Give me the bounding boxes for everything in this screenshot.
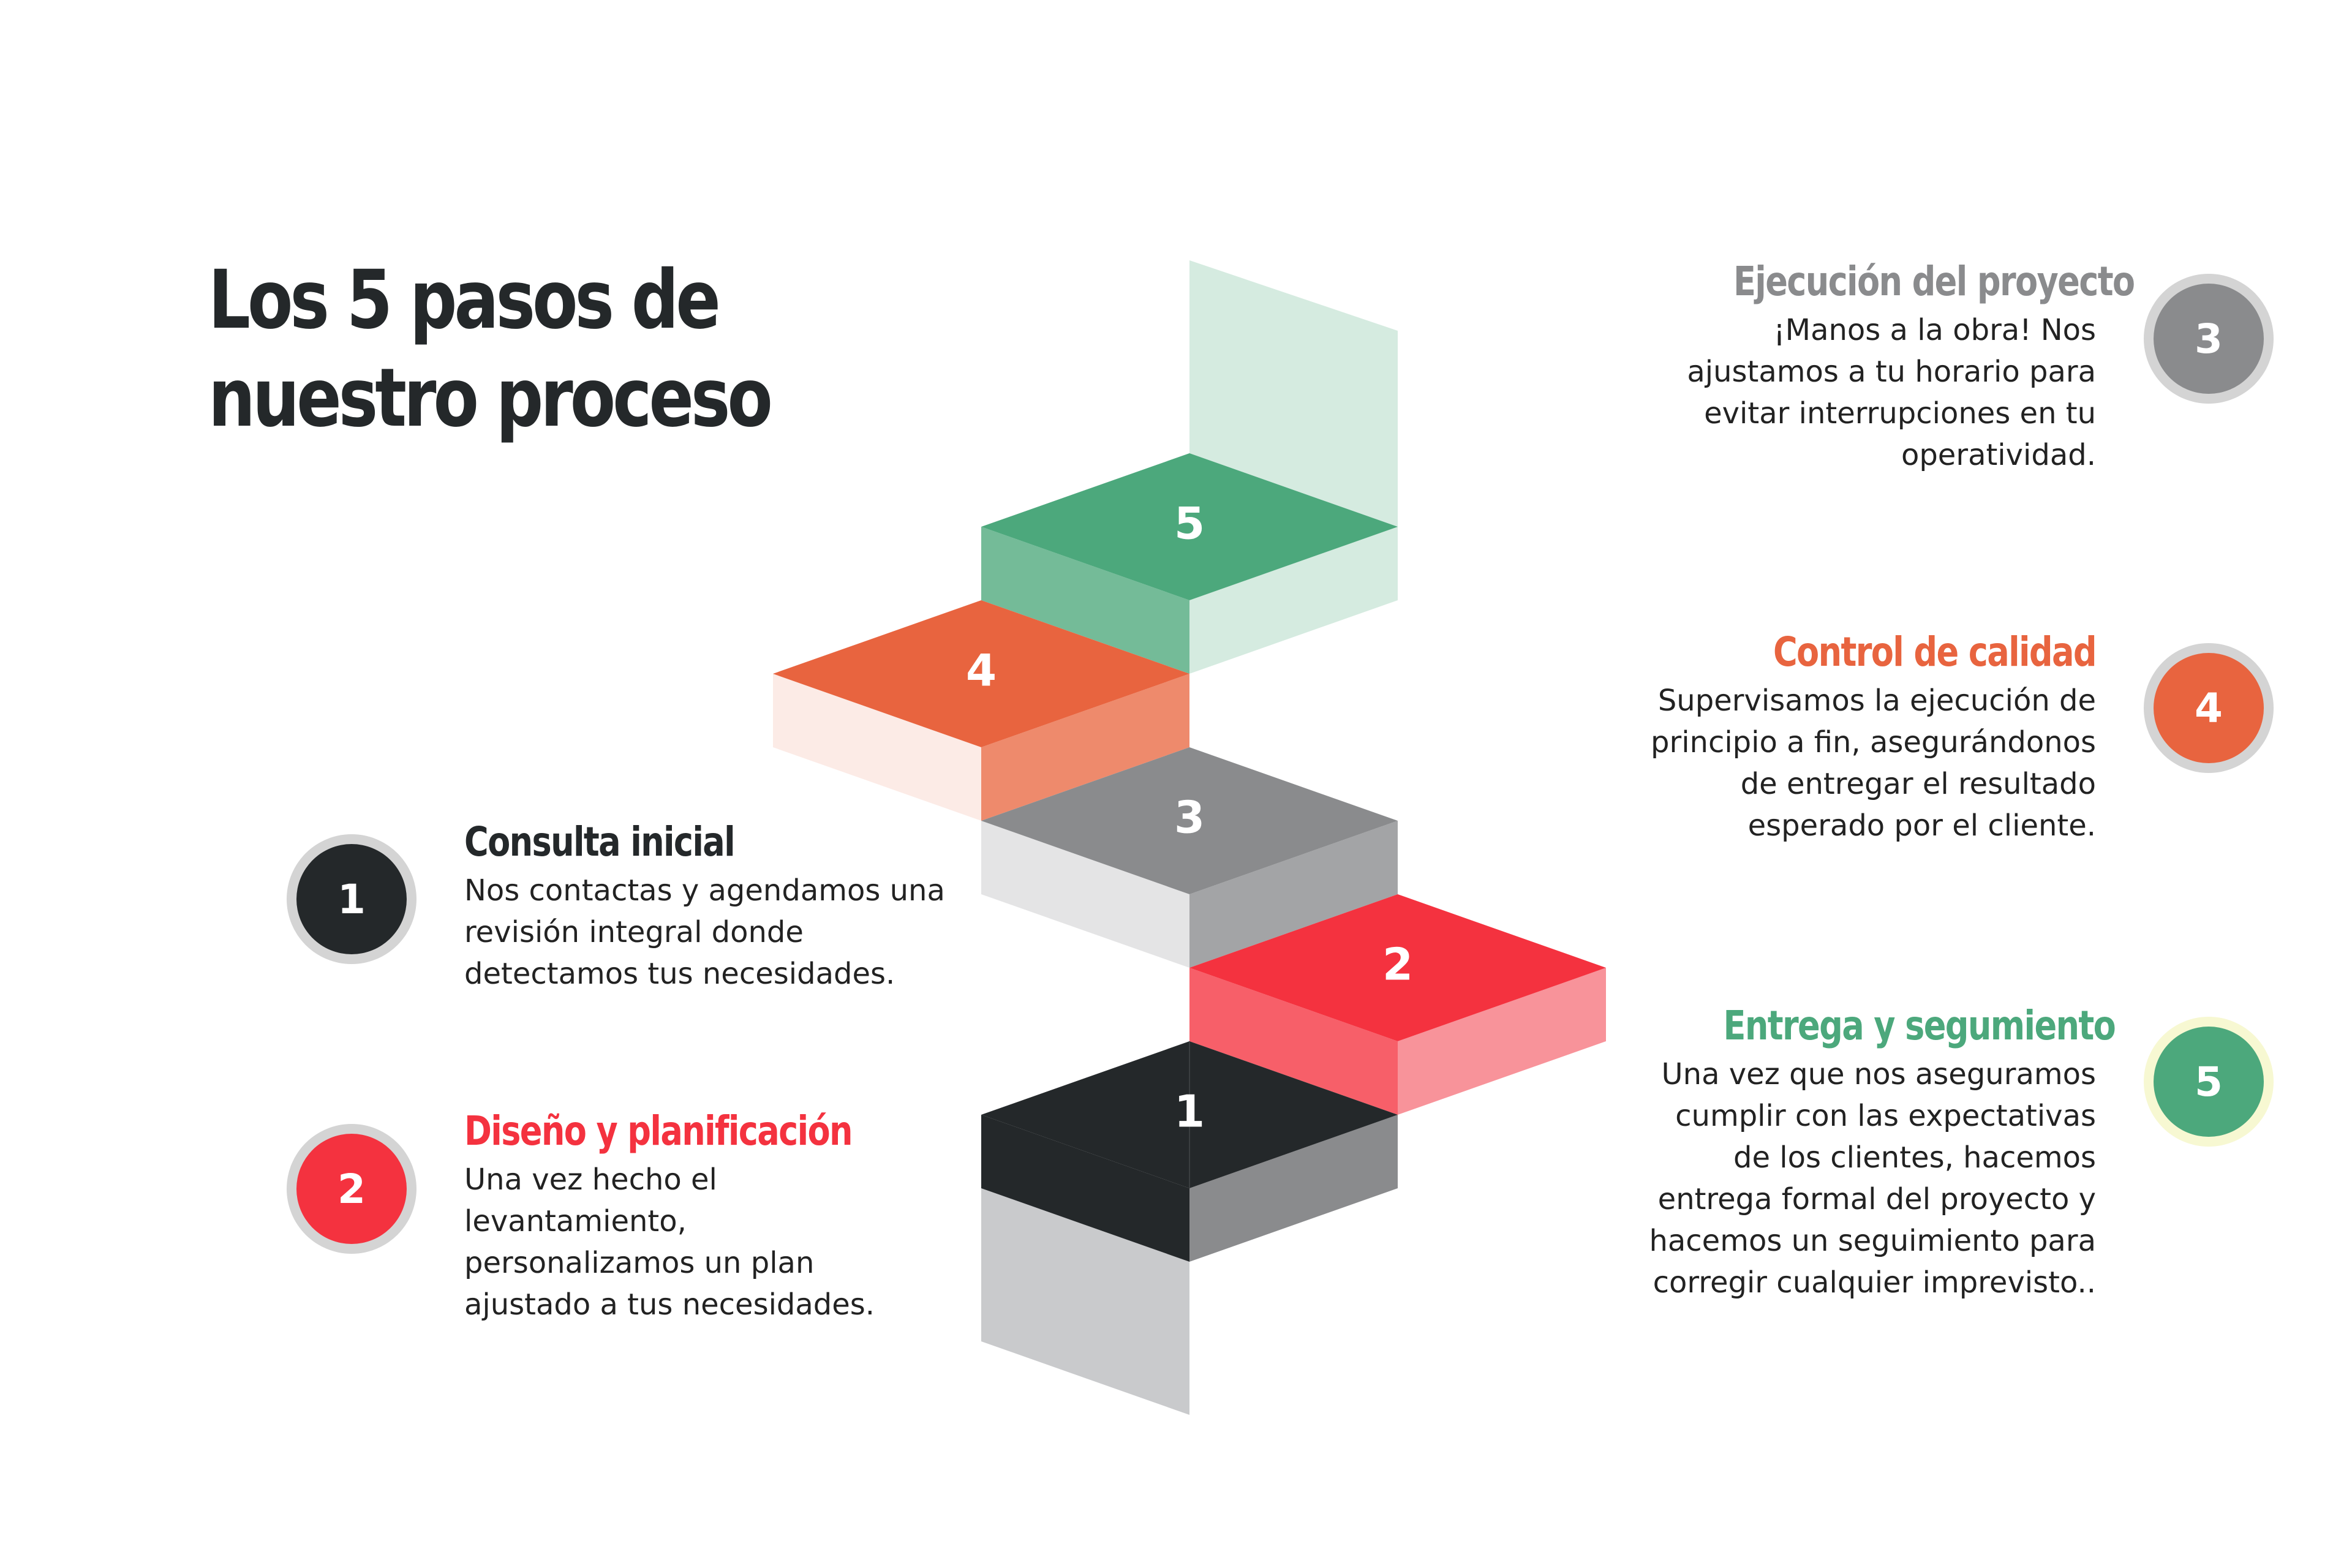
step-5-block: [1642, 998, 2116, 1303]
step-3-block: [1654, 254, 2135, 476]
step-4-block: [1642, 625, 2096, 846]
step-4-number: 4: [2154, 653, 2264, 763]
stair-label-4: 4: [965, 644, 997, 696]
step-1-description: Nos contactas y agendamos una revisión integral donde detectamos tus necesidades.: [464, 873, 945, 991]
step-2-title: Diseño y planificación: [464, 1107, 852, 1155]
step-2-number: 2: [296, 1134, 407, 1244]
step-4-badge: [2144, 643, 2274, 773]
step-3-number: 3: [2154, 284, 2264, 394]
step-5-title: Entrega y segumiento: [1723, 1002, 2116, 1049]
step-2-description: Una vez hecho el levantamiento, personalizamos un plan ajustado a tus necesidades.: [464, 1163, 875, 1322]
stair-label-1: 1: [1174, 1085, 1205, 1137]
step-1-number: 1: [296, 844, 407, 954]
stair-step-1: [981, 1041, 1398, 1415]
step-2-block: [464, 1104, 918, 1325]
step-4-description: Supervisamos la ejecución de principio a fin, asegurándonos de entregar el resultado esperado por el cliente.: [1650, 684, 2096, 843]
page-title: Los 5 pasos de nuestro proceso: [208, 253, 770, 445]
step-5-number: 5: [2154, 1027, 2264, 1137]
step-5-description: Una vez que nos aseguramos cumplir con las expectativas de los clientes, hacemos entrega formal del proyecto y hacemos un seguimiento para corregir cualquier imprevisto..: [1649, 1057, 2096, 1300]
step-3-badge: [2144, 274, 2274, 404]
step-1-title: Consulta inicial: [464, 818, 735, 865]
step-2-badge: [287, 1124, 417, 1254]
stair-label-5: 5: [1174, 497, 1205, 549]
step-3-title: Ejecución del proyecto: [1733, 258, 2135, 305]
stair-step-5: [981, 260, 1398, 674]
stair-label-3: 3: [1174, 791, 1205, 843]
step-1-block: [464, 815, 954, 995]
step-1-badge: [287, 834, 417, 964]
stair-label-2: 2: [1382, 938, 1414, 990]
step-3-description: ¡Manos a la obra! Nos ajustamos a tu horario para evitar interrupciones en tu operatividad.: [1687, 313, 2096, 472]
step-4-title: Control de calidad: [1773, 628, 2096, 676]
step-5-badge: [2144, 1017, 2274, 1147]
